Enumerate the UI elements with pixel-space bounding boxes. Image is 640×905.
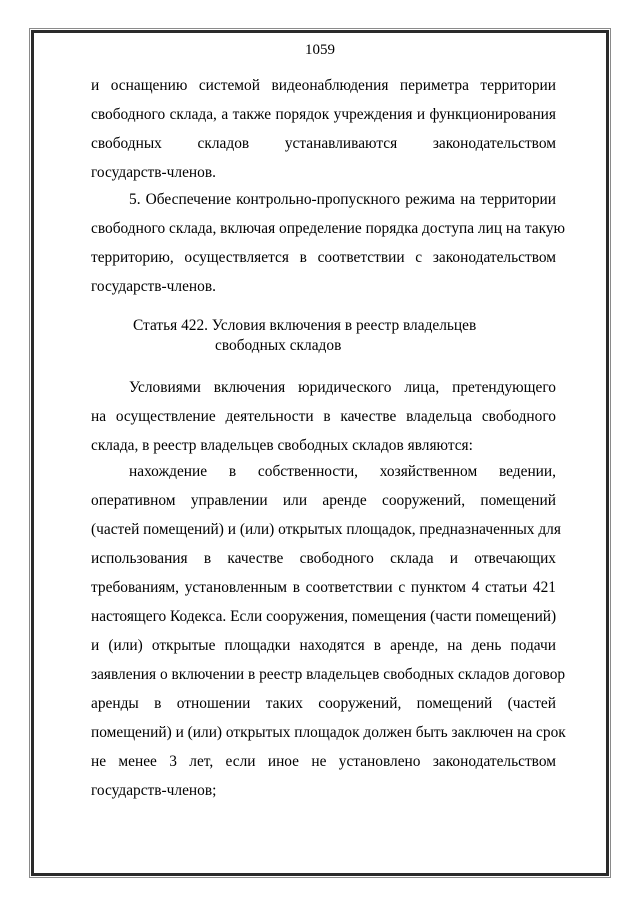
text-line: свободного склада, а также порядок учреждения и функционирования bbox=[91, 106, 556, 123]
text-line: нахождение в собственности, хозяйственном ведении, bbox=[129, 463, 556, 480]
paragraph-item-5 bbox=[91, 185, 566, 301]
text-line: государств-членов; bbox=[91, 782, 217, 799]
text-line: свободных складов устанавливаются законодательством bbox=[91, 135, 556, 152]
text-line: заявления о включении в реестр владельцев свободных складов договор bbox=[91, 666, 566, 683]
text-line: государств-членов. bbox=[91, 278, 216, 295]
text-line: требованиям, установленным в соответствии с пунктом 4 статьи 421 bbox=[91, 579, 556, 596]
page-frame bbox=[31, 30, 609, 876]
text-line: (частей помещений) и (или) открытых площадок, предназначенных для bbox=[91, 521, 561, 538]
text-line: на осуществление деятельности в качестве владельца свободного bbox=[91, 408, 556, 425]
text-line: использования в качестве свободного склада и отвечающих bbox=[91, 550, 556, 567]
text-line: 5. Обеспечение контрольно-пропускного режима на территории bbox=[129, 191, 556, 208]
page-number: 1059 bbox=[305, 42, 335, 58]
text-line: оперативном управлении или аренде сооружений, помещений bbox=[91, 492, 556, 509]
article-heading bbox=[133, 316, 476, 356]
article-heading-line2: свободных складов bbox=[215, 337, 342, 354]
paragraph-video-surveillance bbox=[91, 71, 556, 187]
paragraph-condition-ownership bbox=[91, 457, 566, 805]
article-heading-line1: Статья 422. Условия включения в реестр владельцев bbox=[133, 317, 477, 334]
text-line: территорию, осуществляется в соответствии с законодательством bbox=[91, 249, 556, 266]
text-line: свободного склада, включая определение порядка доступа лиц на такую bbox=[91, 220, 566, 237]
paragraph-conditions-intro bbox=[91, 373, 556, 460]
text-line: аренды в отношении таких сооружений, помещений (частей bbox=[91, 695, 556, 712]
text-line: и оснащению системой видеонаблюдения периметра территории bbox=[91, 77, 556, 94]
text-line: не менее 3 лет, если иное не установлено законодательством bbox=[91, 753, 556, 770]
text-line: склада, в реестр владельцев свободных складов являются: bbox=[91, 437, 473, 454]
text-line: помещений) и (или) открытых площадок должен быть заключен на срок bbox=[91, 724, 566, 741]
text-line: и (или) открытые площадки находятся в аренде, на день подачи bbox=[91, 637, 556, 654]
text-line: государств-членов. bbox=[91, 164, 216, 181]
text-line: Условиями включения юридического лица, претендующего bbox=[129, 379, 556, 396]
text-line: настоящего Кодекса. Если сооружения, помещения (части помещений) bbox=[91, 608, 557, 625]
